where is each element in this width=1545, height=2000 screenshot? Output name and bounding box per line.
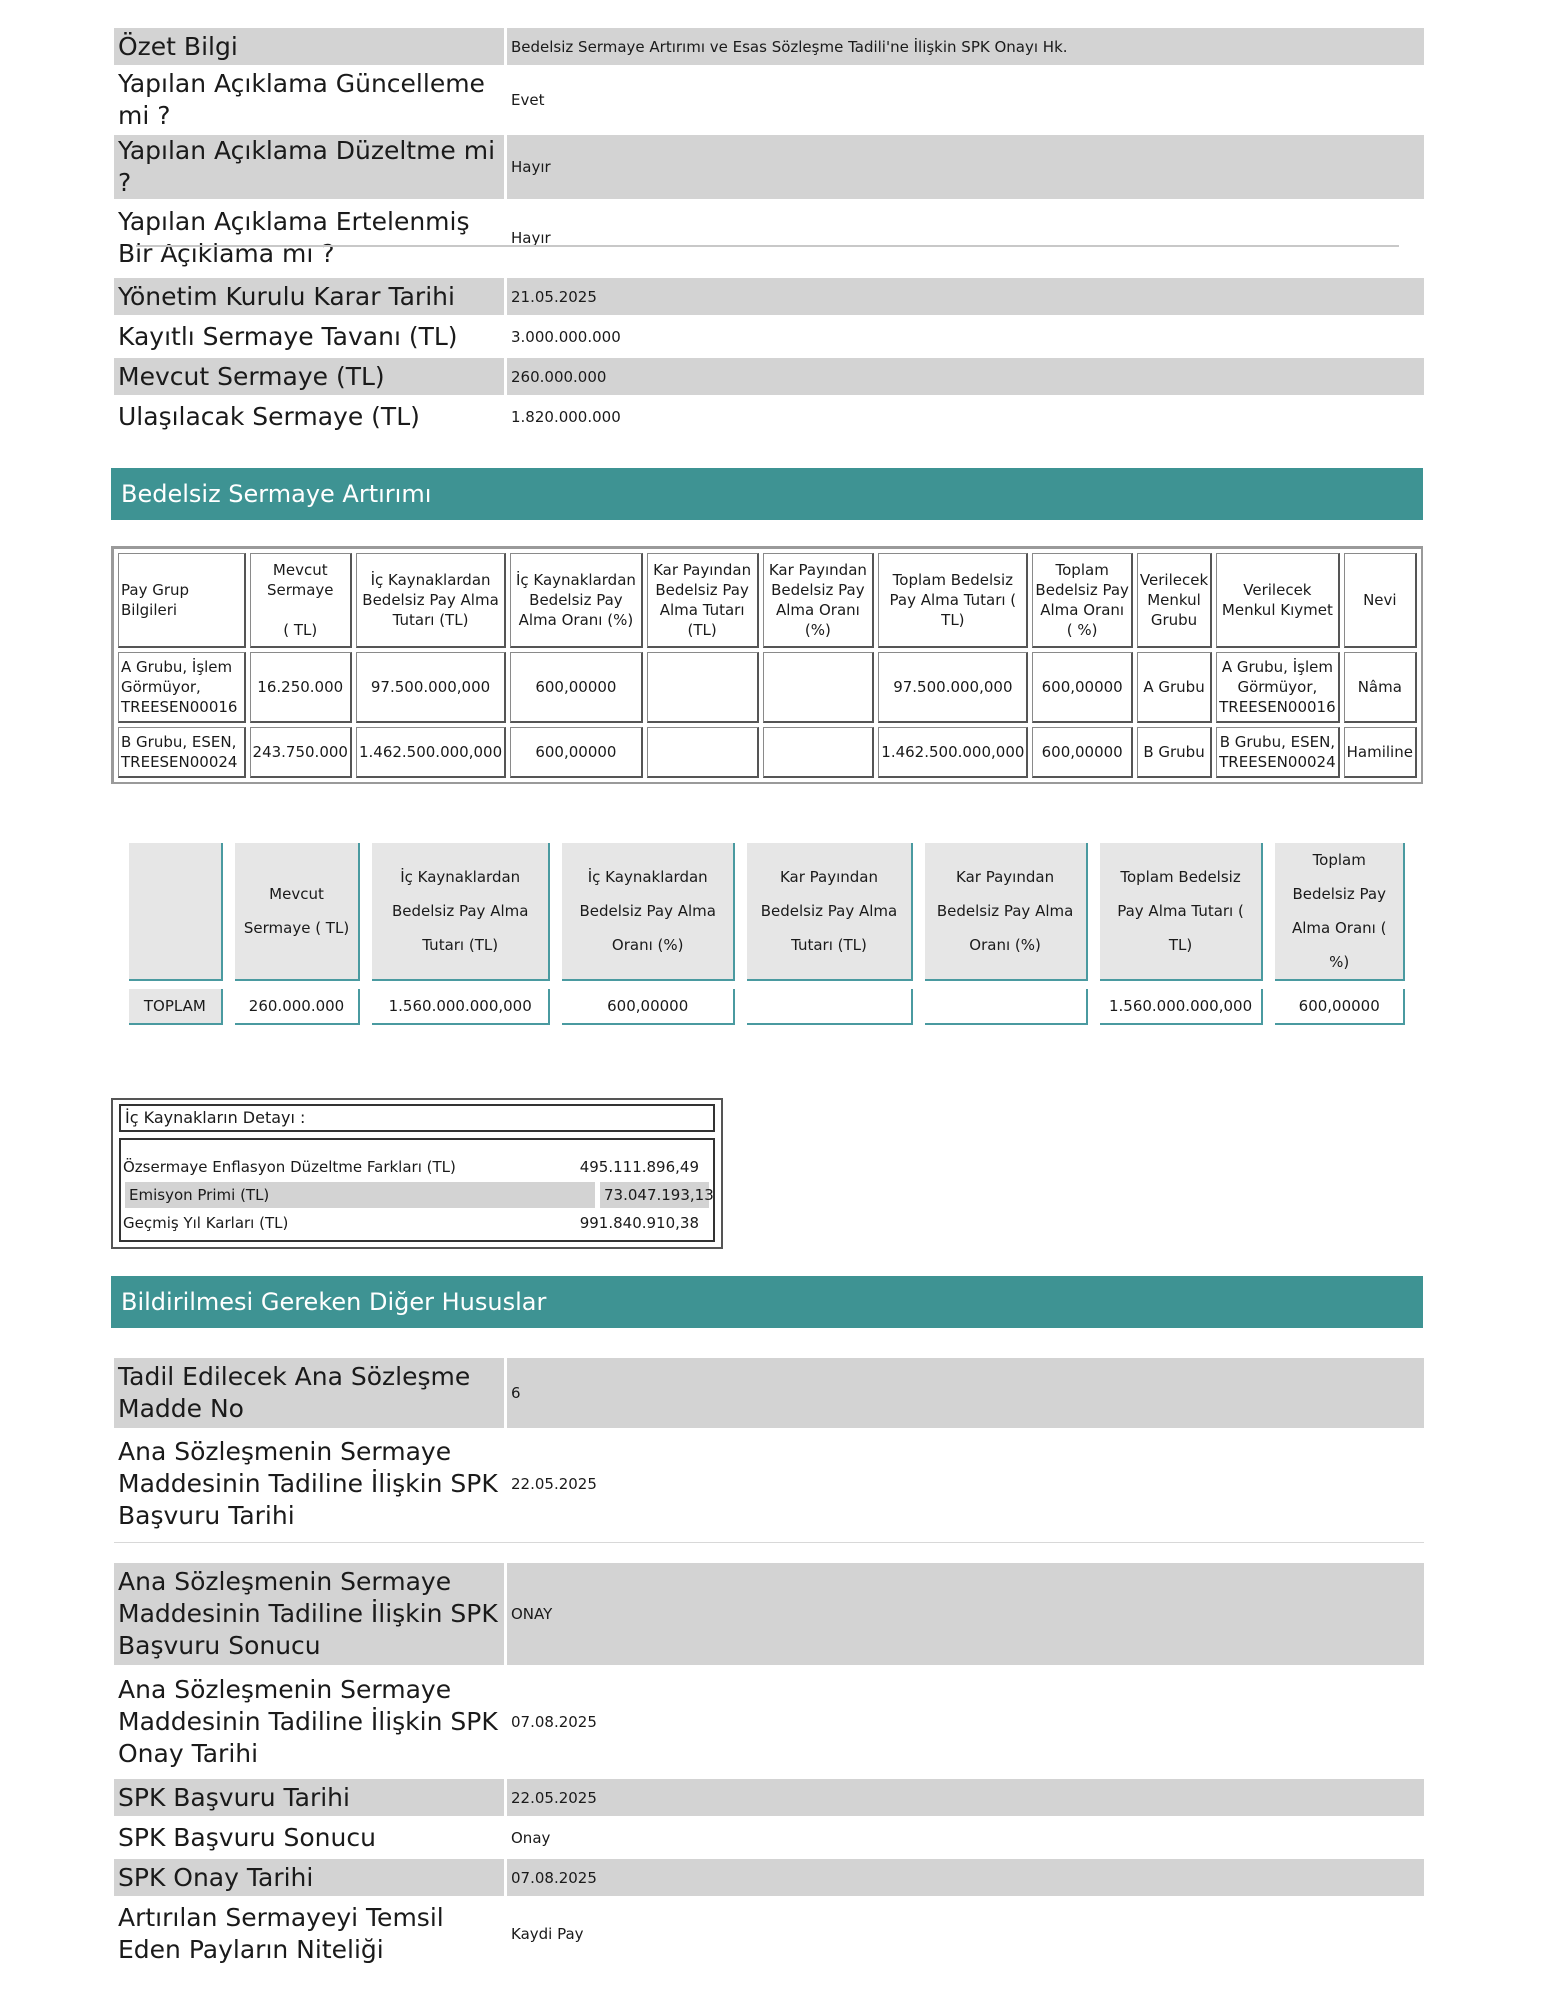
- cell: B Grubu, ESEN, TREESEN00024: [118, 727, 246, 778]
- other-label: Ana Sözleşmenin Sermaye Maddesinin Tadiline İlişkin SPK Başvuru Tarihi: [118, 1437, 498, 1530]
- cell: B Grubu, ESEN, TREESEN00024: [1216, 727, 1339, 778]
- cell: Nâma: [1344, 652, 1417, 723]
- capital-value: 1.820.000.000: [511, 407, 621, 426]
- col-header: İç Kaynaklardan Bedelsiz Pay Alma Tutarı (TL): [372, 843, 550, 981]
- other-label: SPK Başvuru Sonucu: [118, 1822, 376, 1852]
- table-row: [129, 989, 1405, 1025]
- cell: 600,00000: [1032, 652, 1133, 723]
- section-header-other: Bildirilmesi Gereken Diğer Hususlar: [111, 1276, 1423, 1328]
- col-header: Verilecek Menkul Kıymet: [1216, 553, 1339, 648]
- summary-value: Hayır: [511, 229, 551, 247]
- list-item: [119, 1210, 703, 1236]
- cell: 97.500.000,000: [878, 652, 1028, 723]
- col-header: Kar Payından Bedelsiz Pay Alma Tutarı (TL): [747, 843, 912, 981]
- other-value: 6: [507, 1358, 1424, 1428]
- cell: A Grubu: [1137, 652, 1212, 723]
- table-row: [118, 652, 1417, 723]
- other-label: SPK Onay Tarihi: [114, 1859, 504, 1896]
- other-value: 22.05.2025: [511, 1475, 597, 1493]
- other-label: Ana Sözleşmenin Sermaye Maddesinin Tadiline İlişkin SPK Başvuru Sonucu: [114, 1563, 504, 1665]
- cell: [647, 727, 759, 778]
- col-header: Toplam Bedelsiz Pay Alma Tutarı ( TL): [878, 553, 1028, 648]
- other-value: 22.05.2025: [507, 1779, 1424, 1816]
- internal-sources-detail: [111, 1098, 723, 1249]
- cell: [647, 652, 759, 723]
- col-header: Mevcut Sermaye ( TL): [250, 553, 352, 648]
- col-header: Toplam Bedelsiz Pay Alma Oranı ( %): [1275, 843, 1405, 981]
- summary-section: [114, 25, 1424, 277]
- cell: B Grubu: [1137, 727, 1212, 778]
- other-value: Onay: [511, 1828, 551, 1847]
- section-header-bedelsiz: Bedelsiz Sermaye Artırımı: [111, 468, 1423, 520]
- list-item: [125, 1182, 714, 1208]
- cell: [763, 727, 875, 778]
- detail-value: 73.047.193,13: [604, 1186, 714, 1204]
- other-table-b: [111, 1560, 1427, 1972]
- capital-value: 21.05.2025: [507, 278, 1424, 315]
- cell: 600,00000: [510, 727, 643, 778]
- summary-label: Yapılan Açıklama Güncelleme mi ?: [118, 69, 485, 130]
- other-section-a: [114, 1355, 1424, 1540]
- col-header: Pay Grup Bilgileri: [118, 553, 246, 648]
- cell: Hamiline: [1344, 727, 1417, 778]
- other-value: 07.08.2025: [507, 1859, 1424, 1896]
- detail-value: 991.840.910,38: [579, 1214, 699, 1232]
- col-header: İç Kaynaklardan Bedelsiz Pay Alma Oranı (%): [562, 843, 735, 981]
- list-item: [119, 1154, 703, 1180]
- detail-label: Emisyon Primi (TL): [129, 1186, 270, 1204]
- cell: A Grubu, İşlem Görmüyor, TREESEN00016: [1216, 652, 1339, 723]
- other-label: Artırılan Sermayeyi Temsil Eden Payların Niteliği: [118, 1903, 444, 1964]
- other-value: Kaydi Pay: [511, 1925, 584, 1943]
- cell: 1.560.000.000,000: [1100, 989, 1264, 1025]
- cell: 97.500.000,000: [356, 652, 506, 723]
- cell: 600,00000: [562, 989, 735, 1025]
- capital-value: 260.000.000: [507, 358, 1424, 395]
- col-header: Kar Payından Bedelsiz Pay Alma Oranı (%): [925, 843, 1088, 981]
- col-header: Kar Payından Bedelsiz Pay Alma Oranı (%): [763, 553, 875, 648]
- col-header: Nevi: [1344, 553, 1417, 648]
- cell: 1.560.000.000,000: [372, 989, 550, 1025]
- other-section-b: [114, 1560, 1424, 1972]
- summary-value: Bedelsiz Sermaye Artırımı ve Esas Sözleşme Tadili'ne İlişkin SPK Onayı Hk.: [507, 28, 1424, 65]
- cell: [747, 989, 912, 1025]
- summary-value: Hayır: [507, 135, 1424, 199]
- summary-label: Yapılan Açıklama Düzeltme mi ?: [114, 135, 504, 199]
- col-header: Kar Payından Bedelsiz Pay Alma Tutarı (TL): [647, 553, 759, 648]
- detail-value: 495.111.896,49: [579, 1158, 699, 1176]
- other-value: 07.08.2025: [511, 1713, 597, 1731]
- col-header: İç Kaynaklardan Bedelsiz Pay Alma Oranı (%): [510, 553, 643, 648]
- pay-group-table: [111, 546, 1423, 784]
- total-label: TOPLAM: [129, 989, 223, 1025]
- other-label: Ana Sözleşmenin Sermaye Maddesinin Tadiline İlişkin SPK Onay Tarihi: [118, 1675, 498, 1768]
- col-header: Mevcut Sermaye ( TL): [235, 843, 361, 981]
- cell: 16.250.000: [250, 652, 352, 723]
- summary-label: Yapılan Açıklama Ertelenmiş Bir Açıklama mı ?: [118, 207, 470, 268]
- col-header: Toplam Bedelsiz Pay Alma Tutarı ( TL): [1100, 843, 1264, 981]
- other-table-a: [111, 1355, 1427, 1540]
- col-header: İç Kaynaklardan Bedelsiz Pay Alma Tutarı (TL): [356, 553, 506, 648]
- table-row: [118, 727, 1417, 778]
- capital-section: [114, 275, 1424, 438]
- capital-label: Ulaşılacak Sermaye (TL): [118, 401, 420, 431]
- cell: 243.750.000: [250, 727, 352, 778]
- capital-label: Kayıtlı Sermaye Tavanı (TL): [118, 321, 458, 351]
- other-value: ONAY: [507, 1563, 1424, 1665]
- divider: [114, 1542, 1424, 1543]
- cell: 600,00000: [1275, 989, 1405, 1025]
- cell: [763, 652, 875, 723]
- summary-table: [111, 25, 1427, 277]
- capital-table: [111, 275, 1427, 438]
- capital-label: Yönetim Kurulu Karar Tarihi: [114, 278, 504, 315]
- detail-label: Özsermaye Enflasyon Düzeltme Farkları (TL): [123, 1158, 456, 1176]
- col-header: Verilecek Menkul Grubu: [1137, 553, 1212, 648]
- other-label: SPK Başvuru Tarihi: [114, 1779, 504, 1816]
- summary-value: Evet: [511, 91, 545, 109]
- cell: [925, 989, 1088, 1025]
- cell: A Grubu, İşlem Görmüyor, TREESEN00016: [118, 652, 246, 723]
- capital-label: Mevcut Sermaye (TL): [114, 358, 504, 395]
- cell: 600,00000: [510, 652, 643, 723]
- cell: 1.462.500.000,000: [356, 727, 506, 778]
- detail-label: Geçmiş Yıl Karları (TL): [123, 1214, 289, 1232]
- capital-value: 3.000.000.000: [511, 327, 621, 346]
- cell: 1.462.500.000,000: [878, 727, 1028, 778]
- col-header: Toplam Bedelsiz Pay Alma Oranı ( %): [1032, 553, 1133, 648]
- cell: 600,00000: [1032, 727, 1133, 778]
- summary-label: Özet Bilgi: [114, 28, 504, 65]
- other-label: Tadil Edilecek Ana Sözleşme Madde No: [114, 1358, 504, 1428]
- col-header: [129, 843, 223, 981]
- total-table: [117, 835, 1417, 1033]
- detail-title: İç Kaynakların Detayı :: [119, 1104, 715, 1132]
- cell: 260.000.000: [235, 989, 361, 1025]
- divider: [136, 245, 1399, 247]
